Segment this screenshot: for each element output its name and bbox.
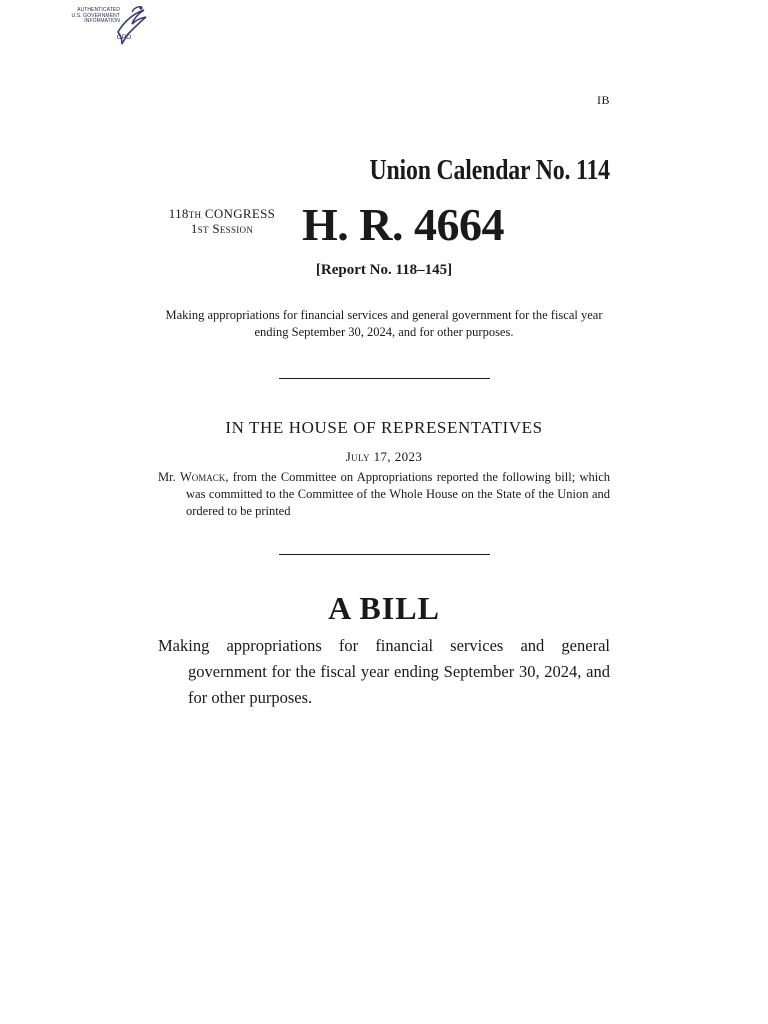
congress-word: CONGRESS <box>204 206 276 221</box>
congress-suffix: th <box>188 206 202 221</box>
summary-title: Making appropriations for financial services and general government for the fiscal year ending September 30, 2024, and for other purposes. <box>165 308 603 339</box>
gpo-authenticated-seal <box>62 4 148 48</box>
session-ordinal: 1 <box>190 221 198 236</box>
seal-line-2: U.S. GOVERNMENT <box>71 12 120 19</box>
action-date: July 17, 2023 <box>345 449 423 464</box>
session-suffix: st <box>197 221 209 236</box>
seal-line-1: AUTHENTICATED <box>77 7 120 13</box>
bill-official-title: Making appropriations for financial services and general government for the fiscal year ending September 30, 2024, and for other purposes. <box>158 636 610 707</box>
report-number: [Report No. 118–145] <box>315 262 453 278</box>
session-word: Session <box>212 221 254 236</box>
action-statement <box>158 469 610 520</box>
union-calendar-number: Union Calendar No. 114 <box>369 155 610 186</box>
bill-heading: A BILL <box>328 590 440 626</box>
chamber-heading: IN THE HOUSE OF REPRESENTATIVES <box>225 418 543 437</box>
congress-session-block <box>158 206 286 236</box>
bill-number: H. R. 4664 <box>302 199 504 250</box>
session-line <box>158 221 286 236</box>
divider-rule <box>279 378 490 379</box>
action-text: , from the Committee on Appropriations reported the following bill; which was committed to the Committee of the Whole House on the State of the Union and ordered to be printed <box>186 470 611 518</box>
congress-line <box>158 206 286 221</box>
divider-rule <box>279 554 490 555</box>
action-prefix: Mr. <box>158 470 180 484</box>
seal-text <box>62 8 120 25</box>
congress-ordinal: 118 <box>168 206 189 221</box>
version-code: IB <box>597 93 610 107</box>
seal-line-3: INFORMATION <box>84 18 120 24</box>
sponsor-name: Womack <box>180 470 226 484</box>
gpo-mark: GPO <box>116 34 132 41</box>
